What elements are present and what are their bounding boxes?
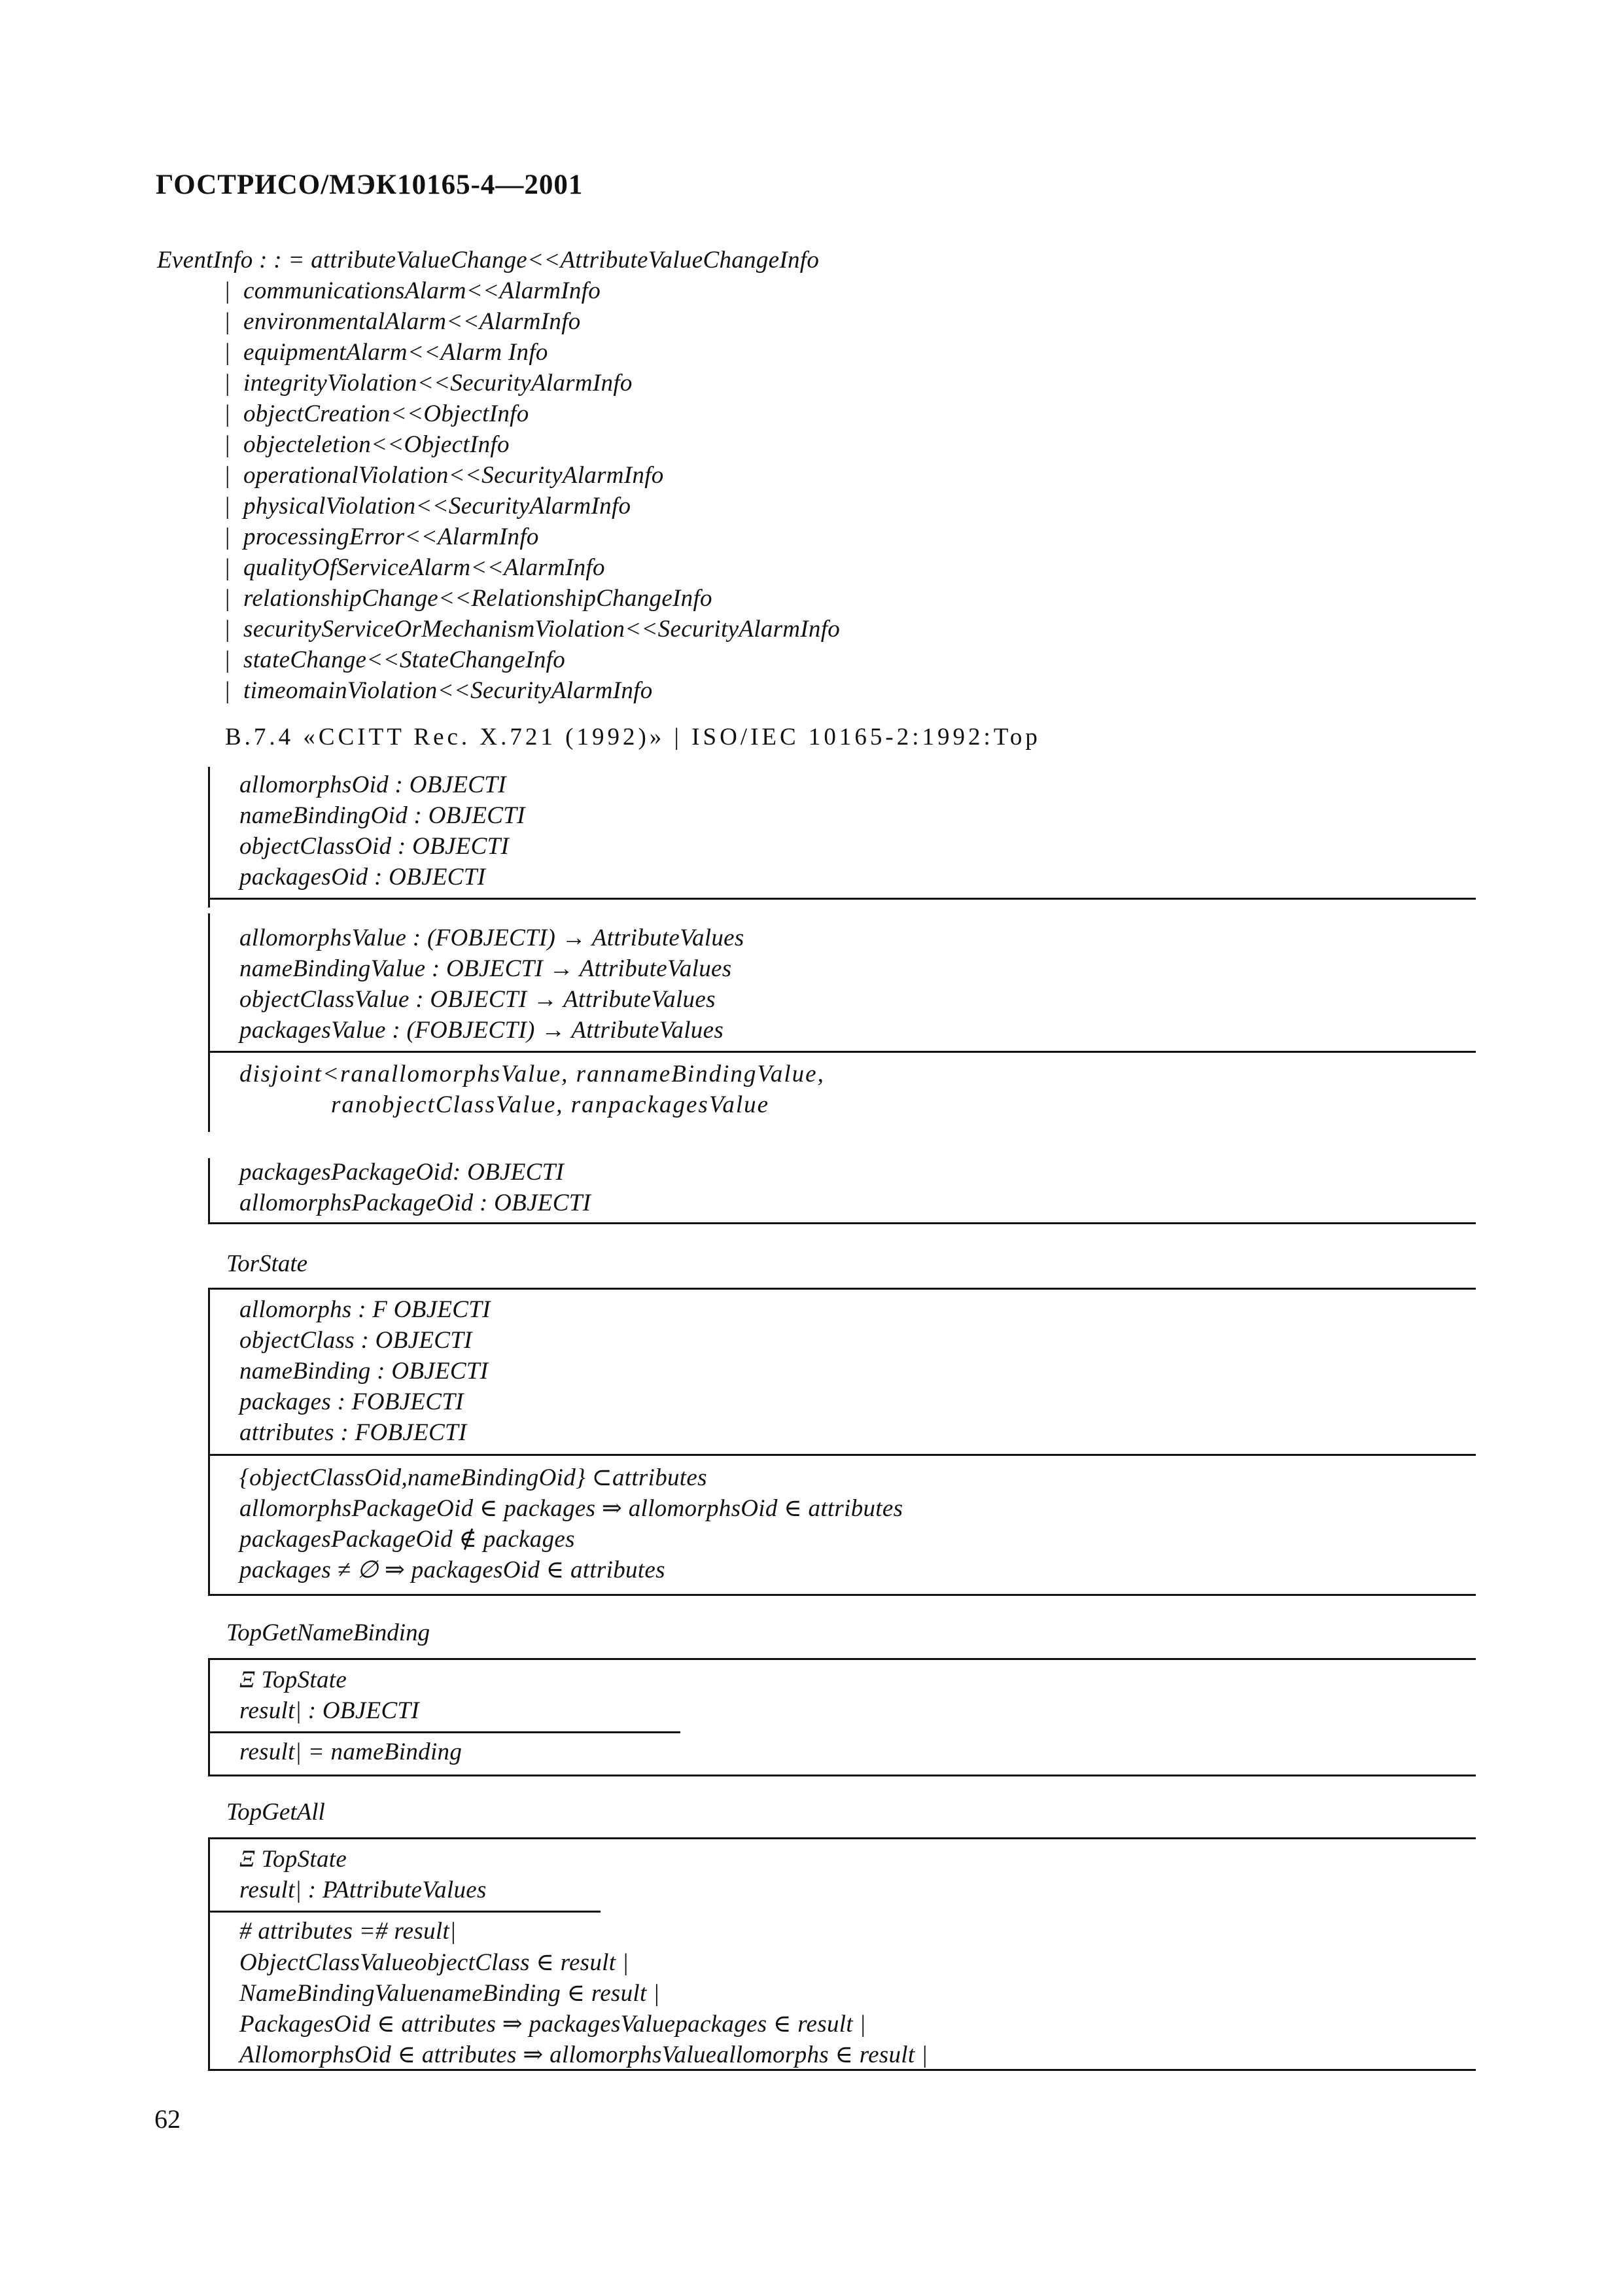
schema-top-right-line bbox=[513, 1658, 1476, 1660]
schema-left-bar bbox=[208, 1837, 210, 2070]
predicate-line: disjoint<ranallomorphsValue, rannameBindingValue, bbox=[239, 1061, 825, 1087]
schema-top-right-line bbox=[480, 1837, 1476, 1839]
alternative-item: physicalViolation<<SecurityAlarmInfo bbox=[243, 493, 631, 520]
alternative-item: objecteletion<<ObjectInfo bbox=[243, 431, 510, 458]
decl-line: attributes : FOBJECTI bbox=[239, 1419, 467, 1446]
event-info-first-line: EventInfo : : = attributeValueChange<<AttributeValueChangeInfo bbox=[157, 247, 820, 274]
alternative-item: processingError<<AlarmInfo bbox=[243, 523, 539, 550]
alternative-item: operationalViolation<<SecurityAlarmInfo bbox=[243, 462, 664, 489]
alternative-bar: | bbox=[225, 523, 230, 550]
alternative-bar: | bbox=[225, 462, 230, 489]
axdef-separator bbox=[208, 898, 1476, 900]
page-number: 62 bbox=[154, 2104, 181, 2134]
decl-line: Ξ TopState bbox=[239, 1667, 347, 1693]
decl-line: objectClass : OBJECTI bbox=[239, 1327, 472, 1354]
alternative-bar: | bbox=[225, 616, 230, 643]
predicate-line: result| = nameBinding bbox=[239, 1739, 462, 1765]
alternative-bar: | bbox=[225, 400, 230, 427]
axdef-separator bbox=[208, 1222, 1476, 1224]
alternative-bar: | bbox=[225, 554, 230, 581]
alternative-item: integrityViolation<<SecurityAlarmInfo bbox=[243, 370, 633, 397]
predicate-line: NameBindingValuenameBinding ∈ result | bbox=[239, 1980, 660, 2007]
schema-bottom-line bbox=[208, 2069, 1476, 2071]
schema-separator bbox=[208, 1911, 601, 1913]
alternative-item: communicationsAlarm<<AlarmInfo bbox=[243, 277, 601, 304]
alternative-bar: | bbox=[225, 308, 230, 335]
schema-top-right-line bbox=[547, 1288, 1476, 1290]
predicate-line: ranobjectClassValue, ranpackagesValue bbox=[331, 1091, 770, 1118]
alternative-item: environmentalAlarm<<AlarmInfo bbox=[243, 308, 581, 335]
section-heading: B.7.4 «CCITT Rec. X.721 (1992)» | ISO/IEC 10165-2:1992:Top bbox=[225, 724, 1041, 751]
decl-line: packagesValue : (FOBJECTI) → AttributeValues bbox=[239, 1017, 724, 1044]
predicate-line: PackagesOid ∈ attributes ⇒ packagesValuepackages ∈ result | bbox=[239, 2011, 866, 2038]
predicate-line: # attributes =# result| bbox=[239, 1918, 457, 1945]
decl-line: result| : PAttributeValues bbox=[239, 1877, 487, 1903]
schema-separator bbox=[208, 1454, 1476, 1456]
predicate-line: {objectClassOid,nameBindingOid} ⊂attributes bbox=[239, 1464, 707, 1491]
schema-top-left-line bbox=[209, 1288, 547, 1290]
decl-line: allomorphsPackageOid : OBJECTI bbox=[239, 1190, 591, 1216]
alternative-bar: | bbox=[225, 339, 230, 366]
schema-bottom-line bbox=[208, 1775, 1476, 1776]
decl-line: result| : OBJECTI bbox=[239, 1697, 419, 1724]
axdef-separator bbox=[208, 1051, 1476, 1053]
alternative-item: equipmentAlarm<<Alarm Info bbox=[243, 339, 548, 366]
decl-line: Ξ TopState bbox=[239, 1846, 347, 1873]
schema-top-left-line bbox=[209, 1837, 480, 1839]
decl-line: nameBindingOid : OBJECTI bbox=[239, 802, 525, 829]
schema-title-topgetall: TopGetAll bbox=[226, 1799, 325, 1826]
decl-line: packagesOid : OBJECTI bbox=[239, 864, 486, 891]
alternative-item: stateChange<<StateChangeInfo bbox=[243, 646, 566, 673]
schema-title-torstate: TorState bbox=[226, 1250, 308, 1277]
decl-line: objectClassOid : OBJECTI bbox=[239, 833, 510, 860]
alternative-item: relationshipChange<<RelationshipChangeInfo bbox=[243, 585, 712, 612]
alternative-item: securityServiceOrMechanismViolation<<SecurityAlarmInfo bbox=[243, 616, 841, 643]
alternative-bar: | bbox=[225, 431, 230, 458]
alternative-bar: | bbox=[225, 585, 230, 612]
predicate-line: AllomorphsOid ∈ attributes ⇒ allomorphsValueallomorphs ∈ result | bbox=[239, 2041, 928, 2068]
alternative-bar: | bbox=[225, 277, 230, 304]
decl-line: packages : FOBJECTI bbox=[239, 1388, 464, 1415]
alternative-item: qualityOfServiceAlarm<<AlarmInfo bbox=[243, 554, 605, 581]
decl-line: objectClassValue : OBJECTI → AttributeValues bbox=[239, 986, 716, 1013]
alternative-bar: | bbox=[225, 493, 230, 520]
document-header: ГОСТРИСО/МЭК10165-4—2001 bbox=[156, 169, 584, 200]
schema-left-bar bbox=[208, 1288, 210, 1595]
schema-left-bar bbox=[208, 1658, 210, 1776]
predicate-line: allomorphsPackageOid ∈ packages ⇒ allomorphsOid ∈ attributes bbox=[239, 1495, 903, 1522]
schema-separator bbox=[208, 1731, 680, 1733]
alternative-bar: | bbox=[225, 646, 230, 673]
axdef-left-bar bbox=[208, 767, 210, 908]
alternative-item: objectCreation<<ObjectInfo bbox=[243, 400, 529, 427]
decl-line: nameBindingValue : OBJECTI → AttributeValues bbox=[239, 955, 732, 982]
schema-top-left-line bbox=[209, 1658, 513, 1660]
decl-line: allomorphsValue : (FOBJECTI) → AttributeValues bbox=[239, 925, 744, 951]
schema-bottom-line bbox=[208, 1594, 1476, 1596]
alternative-item: timeomainViolation<<SecurityAlarmInfo bbox=[243, 677, 653, 704]
schema-title-topgetnamebinding: TopGetNameBinding bbox=[226, 1619, 430, 1646]
decl-line: allomorphsOid : OBJECTI bbox=[239, 771, 506, 798]
decl-line: nameBinding : OBJECTI bbox=[239, 1358, 489, 1385]
decl-line: packagesPackageOid: OBJECTI bbox=[239, 1159, 565, 1186]
axdef-left-bar bbox=[208, 1158, 210, 1224]
predicate-line: packages ≠ ∅ ⇒ packagesOid ∈ attributes bbox=[239, 1557, 665, 1583]
alternative-bar: | bbox=[225, 370, 230, 397]
predicate-line: packagesPackageOid ∉ packages bbox=[239, 1526, 575, 1553]
axdef-left-bar bbox=[208, 913, 210, 1132]
alternative-bar: | bbox=[225, 677, 230, 704]
decl-line: allomorphs : F OBJECTI bbox=[239, 1296, 491, 1323]
predicate-line: ObjectClassValueobjectClass ∈ result | bbox=[239, 1949, 629, 1976]
